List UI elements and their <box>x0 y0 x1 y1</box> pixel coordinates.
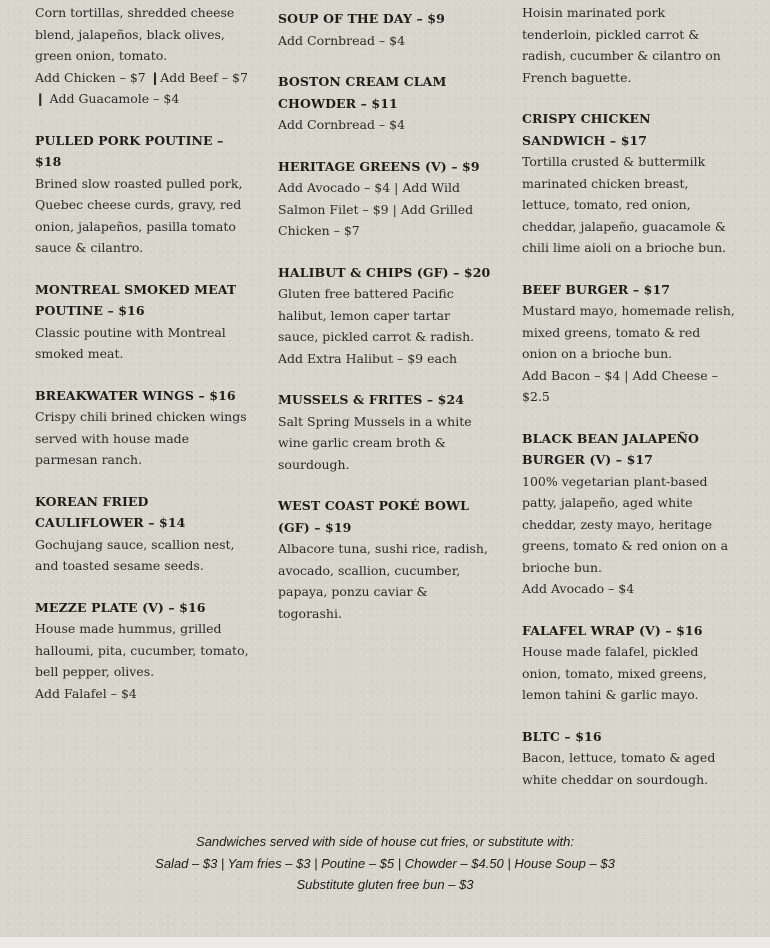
menu-item <box>278 156 493 242</box>
item-description: Gluten free battered Pacific halibut, lemon caper tartar sauce, pickled carrot & radish. <box>278 286 475 344</box>
menu-item <box>522 620 737 706</box>
menu-item <box>35 130 250 259</box>
menu-column-3 <box>522 2 737 810</box>
sides-options-line: Salad – $3 | Yam fries – $3 | Poutine – $5 | Chowder – $4.50 | House Soup – $3 <box>155 855 615 871</box>
item-title: SOUP OF THE DAY – $9 <box>278 11 445 26</box>
menu-item <box>522 726 737 791</box>
item-description: Albacore tuna, sushi rice, radish, avocado, scallion, cucumber, papaya, ponzu caviar & togorashi. <box>278 541 488 621</box>
item-addons: Add Bacon – $4 | Add Cheese – $2.5 <box>522 367 718 404</box>
menu-item <box>278 8 493 51</box>
item-title: BREAKWATER WINGS – $16 <box>35 387 236 403</box>
item-addons: Add Avocado – $4 | Add Wild Salmon Filet – $9 | Add Grilled Chicken – $7 <box>278 180 474 238</box>
menu-item <box>522 428 737 600</box>
item-title: BEEF BURGER – $17 <box>522 281 671 297</box>
gluten-free-note: Substitute gluten free bun – $3 <box>296 877 474 892</box>
menu-item <box>35 2 250 110</box>
menu-item <box>522 108 737 259</box>
item-addons: Add Extra Halibut – $9 each <box>278 350 458 366</box>
menu-column-1 <box>35 2 250 724</box>
item-description: Classic poutine with Montreal smoked meat. <box>35 324 226 361</box>
item-description: Gochujang sauce, scallion nest, and toasted sesame seeds. <box>35 536 235 573</box>
item-title: MUSSELS & FRITES – $24 <box>278 392 465 407</box>
item-addons: Add Chicken – $7 ❙Add Beef – $7 ❙ Add Guacamole – $4 <box>35 69 248 106</box>
item-title: CRISPY CHICKEN SANDWICH – $17 <box>522 111 651 148</box>
menu-item <box>35 491 250 577</box>
item-description: House made falafel, pickled onion, tomato, mixed greens, lemon tahini & garlic mayo. <box>522 644 707 702</box>
menu-item <box>522 2 737 88</box>
menu-item <box>278 389 493 475</box>
menu-item <box>522 279 737 408</box>
item-description: Mustard mayo, homemade relish, mixed greens, tomato & red onion on a brioche bun. <box>522 303 735 361</box>
item-description: Brined slow roasted pulled pork, Quebec cheese curds, gravy, red onion, jalapeños, pasilla tomato sauce & cilantro. <box>35 175 243 255</box>
item-description: Crispy chili brined chicken wings served with house made parmesan ranch. <box>35 409 247 467</box>
menu-column-2 <box>278 8 493 644</box>
item-addons: Add Falafel – $4 <box>35 685 137 701</box>
item-title: FALAFEL WRAP (V) – $16 <box>522 622 703 638</box>
item-title: BLTC – $16 <box>522 728 602 744</box>
menu-item <box>278 71 493 136</box>
item-title: WEST COAST POKÉ BOWL (GF) – $19 <box>278 498 470 535</box>
menu-item <box>35 385 250 471</box>
item-description: House made hummus, grilled halloumi, pita, cucumber, tomato, bell pepper, olives. <box>35 621 249 679</box>
menu-item <box>278 495 493 624</box>
item-title: HALIBUT & CHIPS (GF) – $20 <box>278 264 491 280</box>
item-title: HERITAGE GREENS (V) – $9 <box>278 158 480 174</box>
item-description: Salt Spring Mussels in a white wine garlic cream broth & sourdough. <box>278 413 472 472</box>
sides-note <box>0 831 770 896</box>
item-description: Hoisin marinated pork tenderloin, pickled carrot & radish, cucumber & cilantro on French baguette. <box>522 5 721 85</box>
item-description: Bacon, lettuce, tomato & aged white cheddar on sourdough. <box>522 750 716 787</box>
item-title: MEZZE PLATE (V) – $16 <box>35 599 206 615</box>
sides-note-line: Sandwiches served with side of house cut fries, or substitute with: <box>196 834 574 849</box>
item-addons: Add Avocado – $4 <box>522 581 635 596</box>
item-title: MONTREAL SMOKED MEAT POUTINE – $16 <box>35 281 237 318</box>
item-description: 100% vegetarian plant-based patty, jalapeño, aged white cheddar, zesty mayo, heritage greens, tomato & red onion on a brioche bun. <box>522 473 729 575</box>
item-title: BOSTON CREAM CLAM CHOWDER – $11 <box>278 74 447 111</box>
item-description: Corn tortillas, shredded cheese blend, jalapeños, black olives, green onion, tomato. <box>35 5 235 63</box>
menu-item <box>278 262 493 370</box>
menu-item <box>35 279 250 365</box>
menu-item <box>35 597 250 705</box>
item-addons: Add Cornbread – $4 <box>278 32 406 48</box>
item-title: PULLED PORK POUTINE – $18 <box>35 132 224 169</box>
item-title: BLACK BEAN JALAPEÑO BURGER (V) – $17 <box>522 430 700 467</box>
item-description: Tortilla crusted & buttermilk marinated chicken breast, lettuce, tomato, red onion, cheddar, jalapeño, guacamole & chili lime aioli on a brioche bun. <box>522 154 727 255</box>
item-addons: Add Cornbread – $4 <box>278 117 406 132</box>
item-title: KOREAN FRIED CAULIFLOWER – $14 <box>35 493 186 530</box>
